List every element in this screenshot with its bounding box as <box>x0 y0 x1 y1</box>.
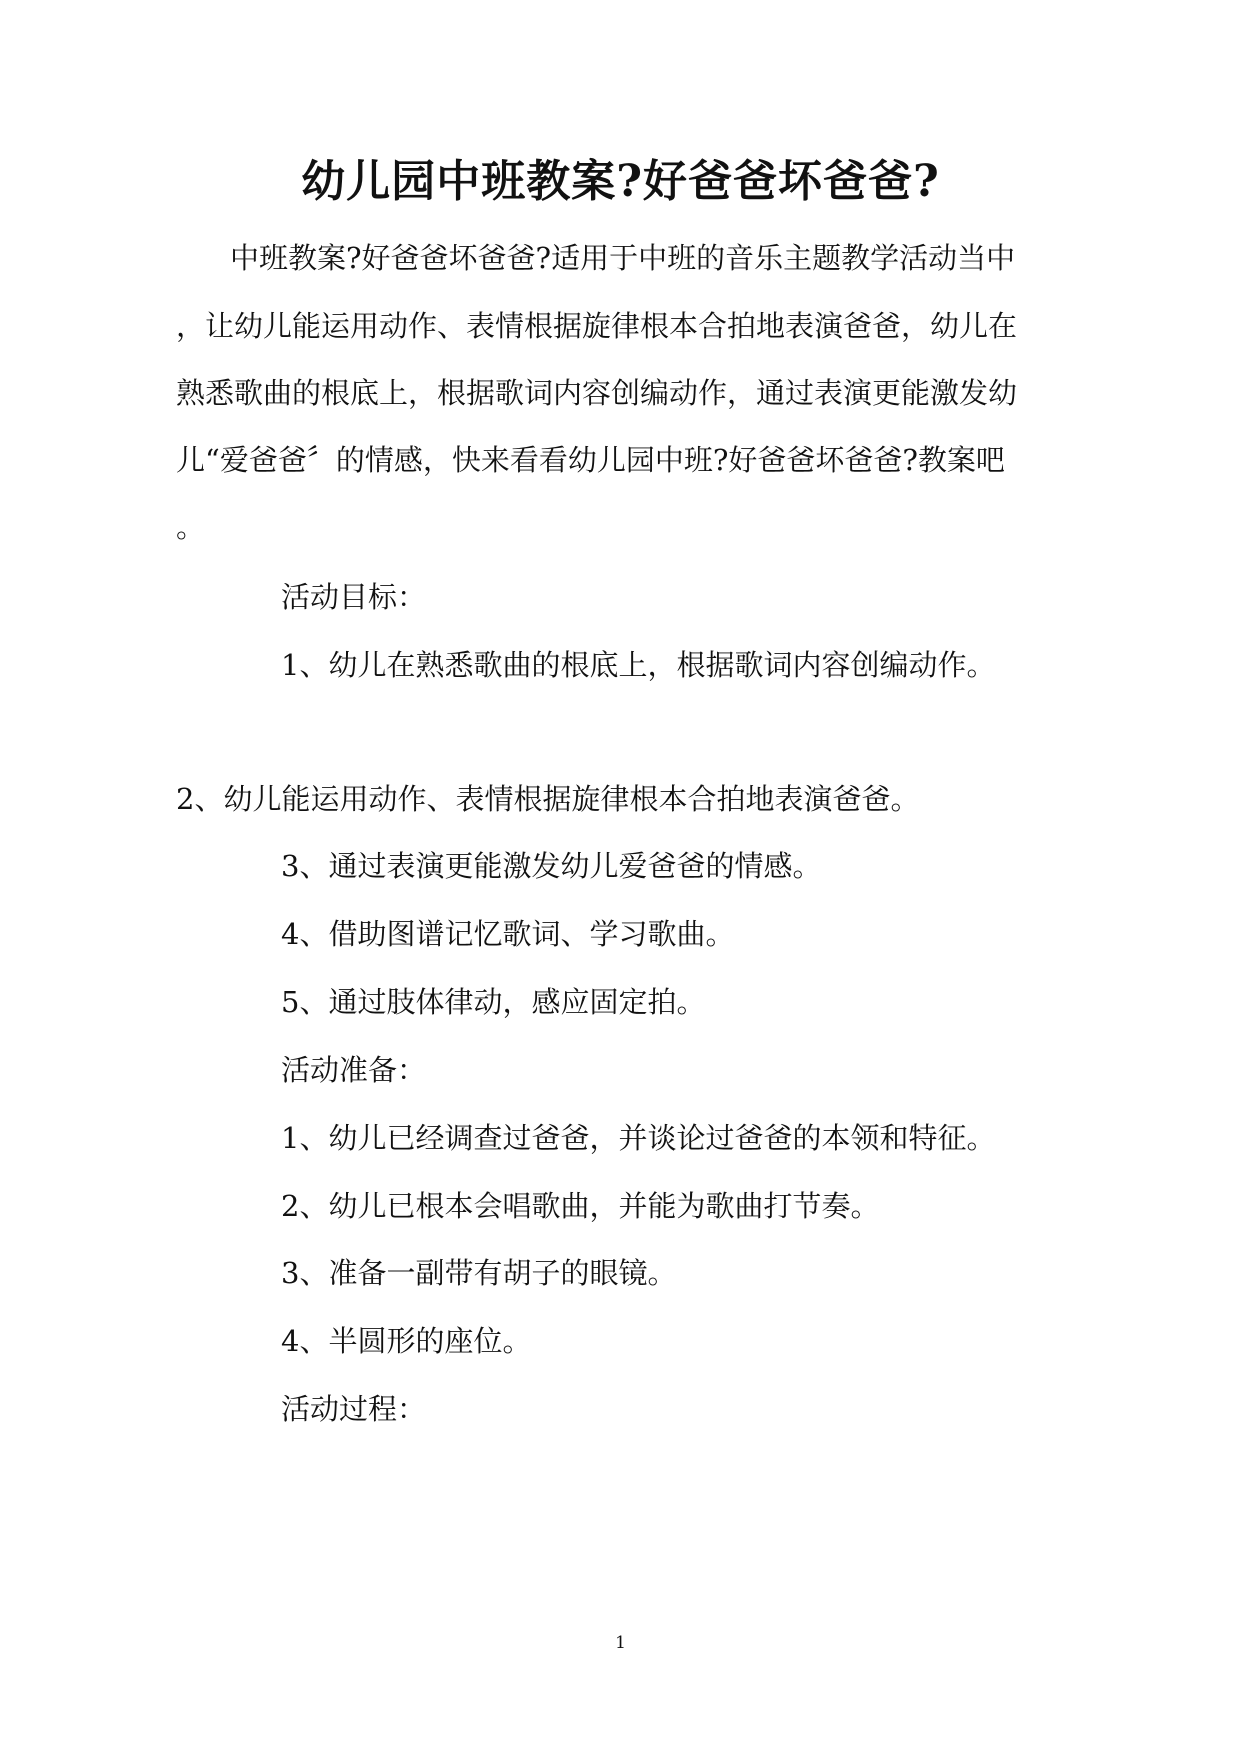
goal-item-1: 1、幼儿在熟悉歌曲的根底上，根据歌词内容创编动作。 <box>281 648 996 682</box>
preparation-item-3: 3、准备一副带有胡子的眼镜。 <box>281 1256 677 1290</box>
intro-line-4: 儿“爱爸爸〞的情感，快来看看幼儿园中班?好爸爸坏爸爸?教案吧 <box>176 443 1005 477</box>
preparation-item-4: 4、半圆形的座位。 <box>281 1324 532 1358</box>
intro-line-3: 熟悉歌曲的根底上，根据歌词内容创编动作，通过表演更能激发幼 <box>176 376 1018 410</box>
preparation-heading: 活动准备： <box>281 1053 427 1087</box>
goal-item-3: 3、通过表演更能激发幼儿爱爸爸的情感。 <box>281 849 822 883</box>
process-heading: 活动过程： <box>281 1392 427 1426</box>
goal-item-2: 2、幼儿能运用动作、表情根据旋律根本合拍地表演爸爸。 <box>176 782 920 816</box>
goal-item-4: 4、借助图谱记忆歌词、学习歌曲。 <box>281 917 735 951</box>
goals-heading: 活动目标： <box>281 580 427 614</box>
page-number: 1 <box>615 1633 626 1653</box>
intro-line-1: 中班教案?好爸爸坏爸爸?适用于中班的音乐主题教学活动当中 <box>230 241 1016 275</box>
goal-item-5: 5、通过肢体律动，感应固定拍。 <box>281 985 706 1019</box>
preparation-item-1: 1、幼儿已经调查过爸爸，并谈论过爸爸的本领和特征。 <box>281 1121 996 1155</box>
intro-line-2: ，让幼儿能运用动作、表情根据旋律根本合拍地表演爸爸，幼儿在 <box>176 309 1018 343</box>
preparation-item-2: 2、幼儿已根本会唱歌曲，并能为歌曲打节奏。 <box>281 1189 880 1223</box>
document-title: 幼儿园中班教案?好爸爸坏爸爸? <box>301 156 940 207</box>
intro-line-5: 。 <box>176 510 206 544</box>
